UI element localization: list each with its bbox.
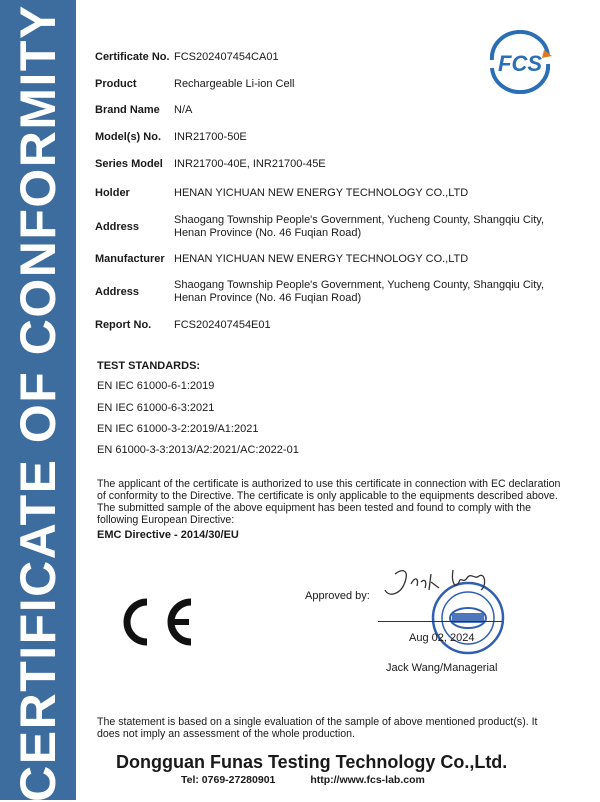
model-no-value: INR21700-50E — [174, 131, 247, 143]
statement-paragraph — [97, 716, 587, 740]
manufacturer-label: Manufacturer — [95, 253, 165, 265]
holder-address-value — [174, 214, 590, 240]
product-value: Rechargeable Li-ion Cell — [174, 78, 295, 90]
series-model-label: Series Model — [95, 158, 163, 170]
statement-line: The statement is based on a single evaluation of the sample of above mentioned product(s). It — [97, 716, 538, 728]
test-standard-item: EN IEC 61000-6-3:2021 — [97, 402, 215, 414]
approved-by-label: Approved by: — [305, 590, 370, 602]
approval-date: Aug 02, 2024 — [409, 632, 475, 644]
manufacturer-value: HENAN YICHUAN NEW ENERGY TECHNOLOGY CO.,LTD — [174, 253, 469, 265]
report-no-label: Report No. — [95, 319, 152, 331]
fcs-logo-text: FCS — [498, 51, 542, 76]
declaration-paragraph — [97, 478, 587, 526]
signature-icon — [375, 560, 515, 610]
manufacturer-address-line-1: Shaogang Township People's Government, Yucheng County, Shangqiu City, — [174, 279, 545, 291]
holder-value: HENAN YICHUAN NEW ENERGY TECHNOLOGY CO.,LTD — [174, 187, 469, 199]
ce-mark-icon — [121, 596, 199, 648]
side-banner — [0, 0, 76, 800]
declaration-line: The applicant of the certificate is authorized to use this certificate in connection with EC declaration — [97, 478, 561, 490]
manufacturer-address-value — [174, 279, 590, 305]
holder-address-line-1: Shaogang Township People's Government, Yucheng County, Shangqiu City, — [174, 214, 545, 226]
certificate-no-label: Certificate No. — [95, 51, 170, 63]
company-website-link[interactable]: http://www.fcs-lab.com — [310, 774, 425, 786]
declaration-line: The submitted sample of the above equipment has been tested and found to comply with the — [97, 502, 532, 514]
series-model-value: INR21700-40E, INR21700-45E — [174, 158, 326, 170]
emc-directive: EMC Directive - 2014/30/EU — [97, 529, 239, 541]
signature-line — [378, 621, 502, 622]
manufacturer-address-line-2: Henan Province (No. 46 Fuqian Road) — [174, 292, 362, 304]
company-contact — [181, 774, 425, 786]
company-name: Dongguan Funas Testing Technology Co.,Ltd. — [116, 752, 508, 772]
holder-address-line-2: Henan Province (No. 46 Fuqian Road) — [174, 227, 362, 239]
test-standards-title: TEST STANDARDS: — [97, 360, 201, 372]
holder-address-label: Address — [95, 221, 140, 233]
declaration-line: of conformity to the Directive. The certificate is only applicable to the equipments described above. — [97, 490, 558, 502]
statement-line: does not imply an assessment of the whole production. — [97, 728, 355, 740]
test-standard-item: EN IEC 61000-6-1:2019 — [97, 380, 215, 392]
test-standard-item: EN IEC 61000-3-2:2019/A1:2021 — [97, 423, 259, 435]
manufacturer-address-label: Address — [95, 286, 140, 298]
brand-name-label: Brand Name — [95, 104, 160, 116]
side-banner-text: CERTIFICATE OF CONFORMITY — [10, 4, 66, 802]
holder-label: Holder — [95, 187, 130, 199]
brand-name-value: N/A — [174, 104, 193, 116]
certificate-no-value: FCS202407454CA01 — [174, 51, 279, 63]
report-no-value: FCS202407454E01 — [174, 319, 271, 331]
declaration-line: following European Directive: — [97, 514, 235, 526]
test-standard-item: EN 61000-3-3:2013/A2:2021/AC:2022-01 — [97, 444, 299, 456]
product-label: Product — [95, 78, 137, 90]
signer-name: Jack Wang/Managerial — [386, 662, 498, 674]
model-no-label: Model(s) No. — [95, 131, 161, 143]
company-tel: Tel: 0769-27280901 — [181, 774, 276, 786]
